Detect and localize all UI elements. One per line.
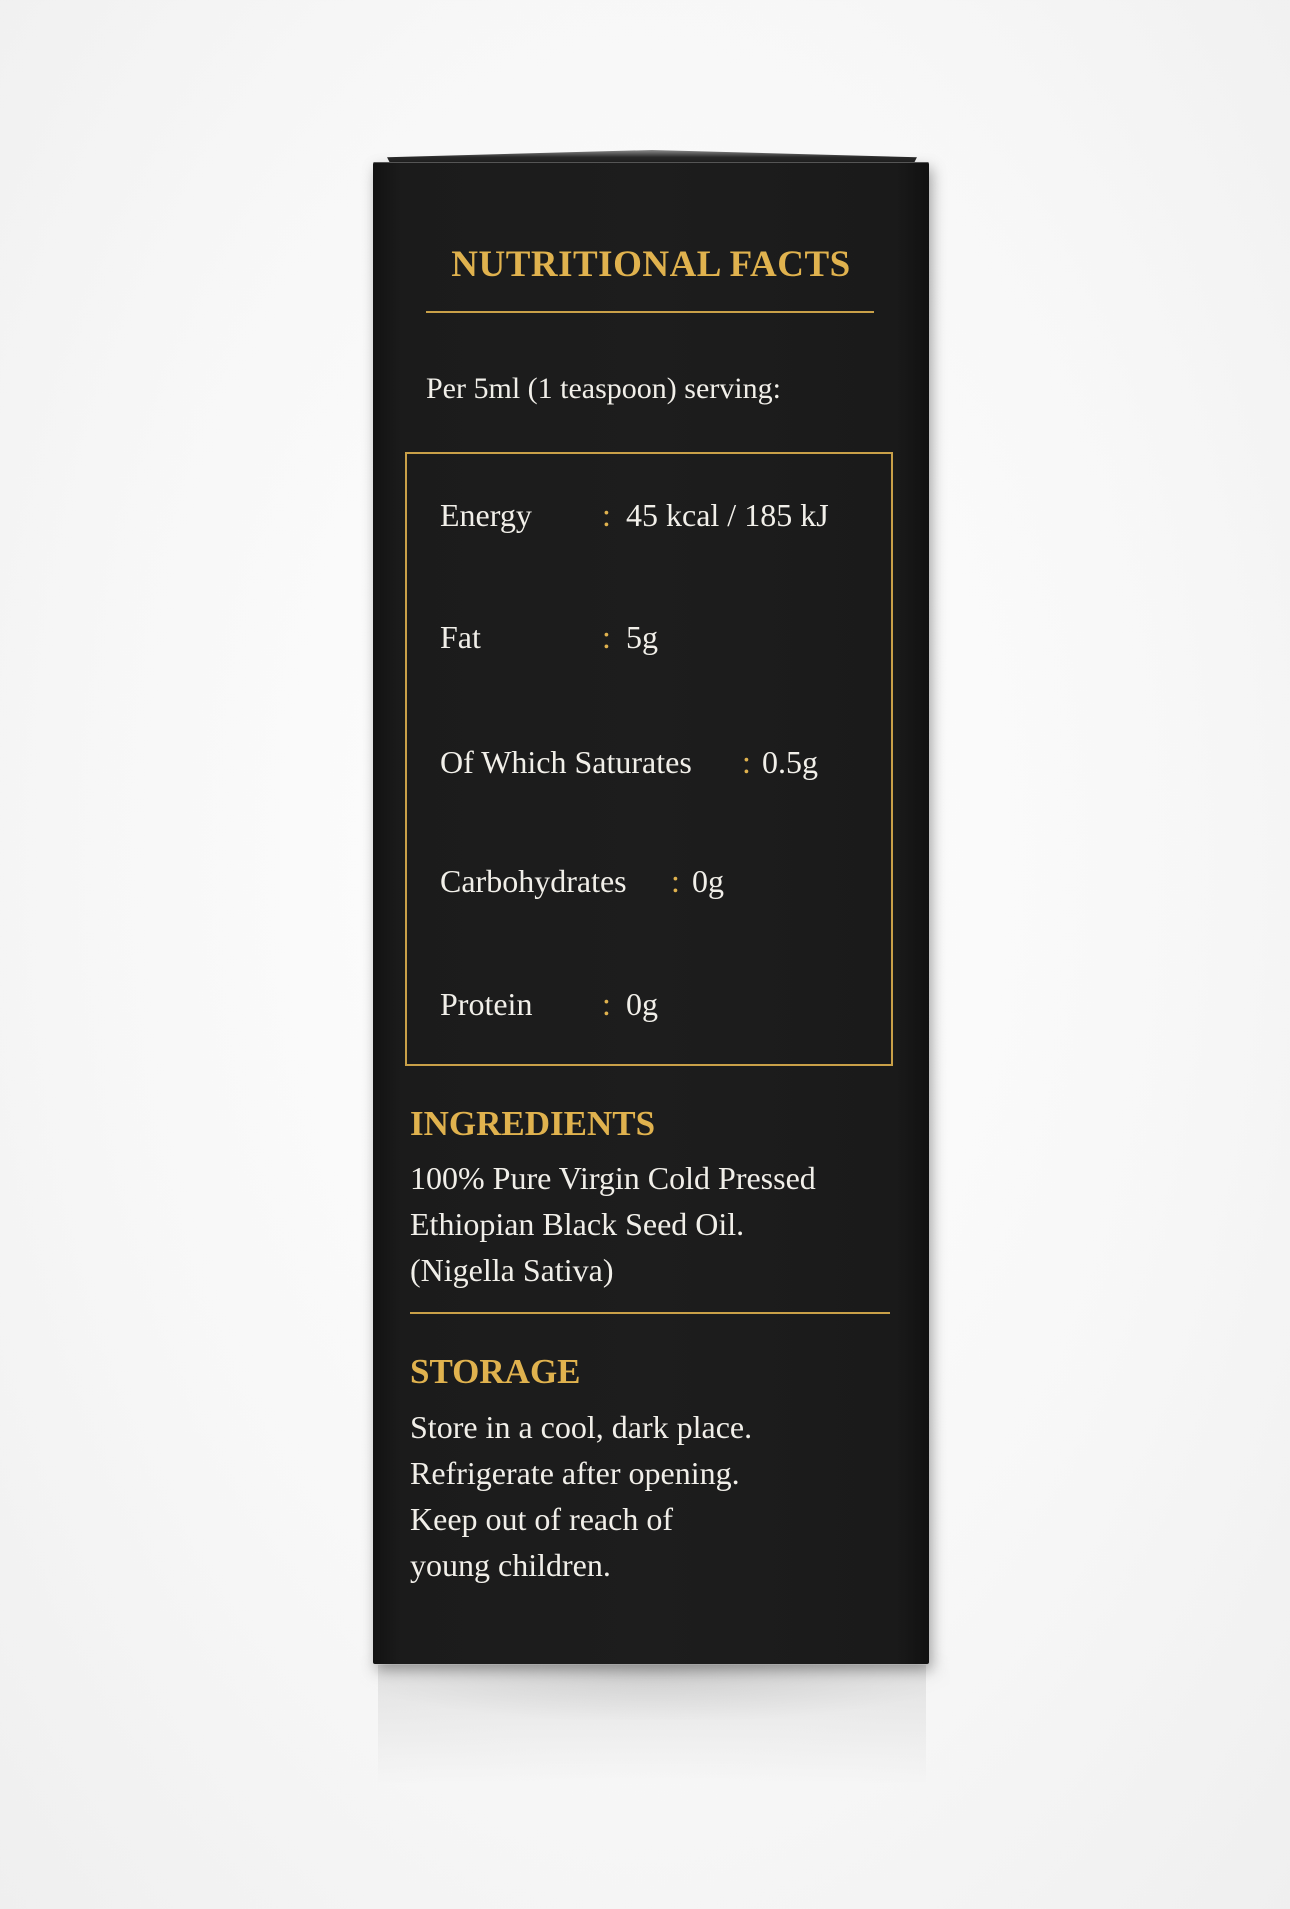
storage-line: young children. — [410, 1547, 611, 1583]
ingredients-line: Ethiopian Black Seed Oil. — [410, 1206, 745, 1242]
storage-line: Refrigerate after opening. — [410, 1455, 740, 1491]
ingredients-heading: INGREDIENTS — [410, 1104, 656, 1143]
title-divider — [426, 311, 874, 313]
nutrition-row-saturates — [440, 744, 818, 781]
ingredients-text — [410, 1155, 816, 1293]
nutrition-row-protein — [440, 986, 658, 1023]
storage-heading: STORAGE — [410, 1352, 581, 1391]
nutrient-separator: : — [602, 497, 611, 533]
nutrition-row-fat — [440, 619, 658, 656]
storage-line: Keep out of reach of — [410, 1501, 673, 1537]
nutrient-value: 45 kcal / 185 kJ — [626, 497, 829, 533]
nutrition-row-carbohydrates — [440, 863, 724, 900]
section-divider — [410, 1312, 890, 1314]
ingredients-line: 100% Pure Virgin Cold Pressed — [410, 1160, 816, 1196]
nutrient-label: Of Which Saturates — [440, 744, 692, 780]
nutrient-separator: : — [671, 863, 680, 899]
nutrient-value: 0g — [692, 863, 724, 899]
storage-line: Store in a cool, dark place. — [410, 1409, 753, 1445]
serving-size: Per 5ml (1 teaspoon) serving: — [426, 372, 781, 405]
storage-text — [410, 1404, 752, 1588]
nutrient-separator: : — [602, 986, 611, 1022]
nutrition-row-energy — [440, 497, 829, 534]
nutrient-label: Carbohydrates — [440, 863, 627, 899]
nutrient-label: Energy — [440, 497, 532, 533]
nutrition-title: NUTRITIONAL FACTS — [451, 244, 851, 285]
nutrient-separator: : — [742, 744, 751, 780]
ingredients-line: (Nigella Sativa) — [410, 1252, 614, 1288]
nutrient-value: 0.5g — [762, 744, 818, 780]
nutrient-separator: : — [602, 619, 611, 655]
nutrient-value: 5g — [626, 619, 658, 655]
nutrient-label: Fat — [440, 619, 481, 655]
nutrient-value: 0g — [626, 986, 658, 1022]
nutrient-label: Protein — [440, 986, 533, 1022]
